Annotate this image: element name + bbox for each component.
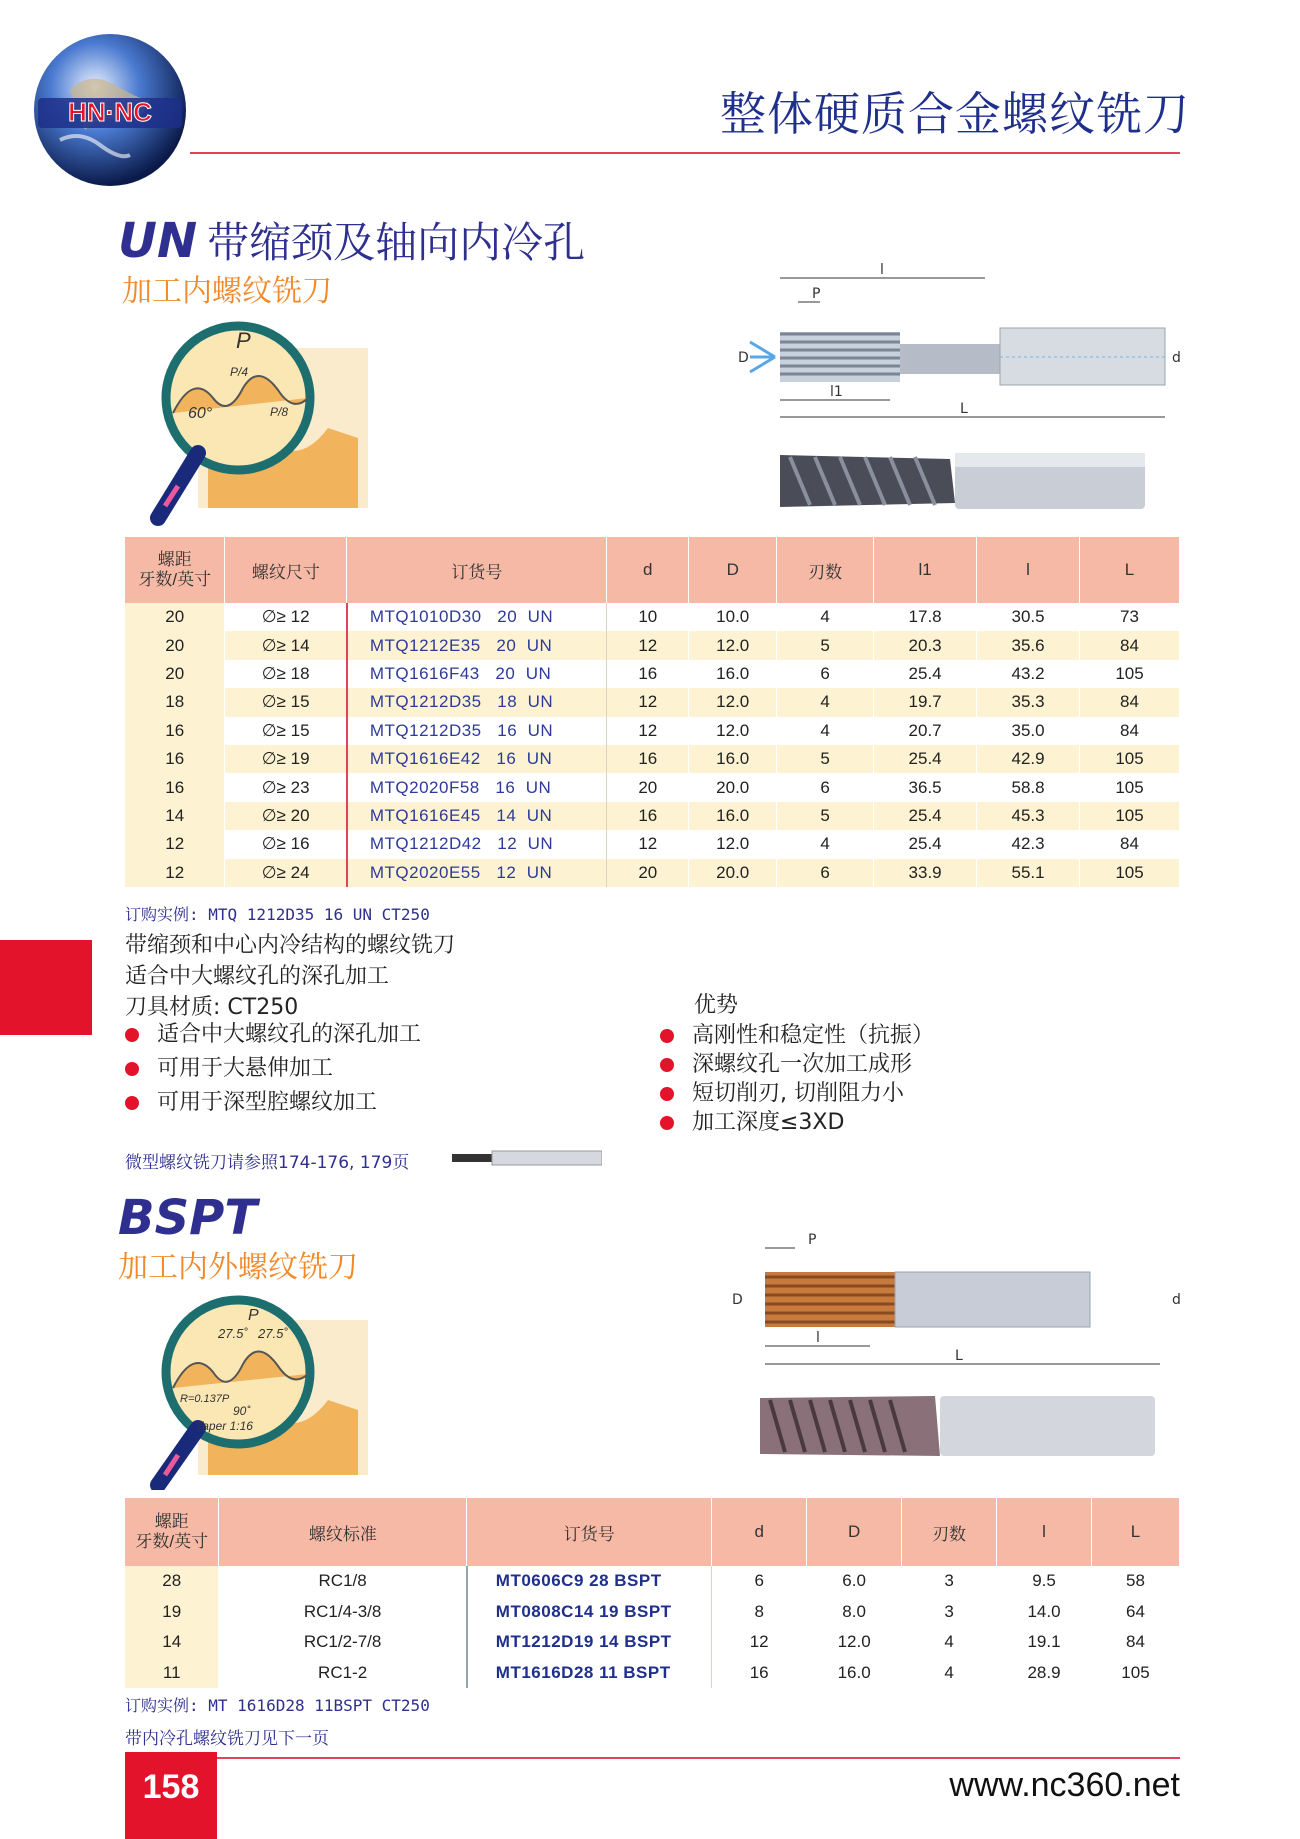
table-cell: 12 [125, 859, 225, 887]
table-cell: 9.5 [997, 1566, 1092, 1597]
table-cell: 28.9 [997, 1658, 1092, 1689]
table-cell: 36.5 [874, 773, 977, 801]
table-cell: MTQ1616F43 20 UN [347, 660, 607, 688]
bullet-icon [660, 1058, 674, 1072]
table-cell: MTQ1212D35 18 UN [347, 688, 607, 716]
table-cell: 12 [607, 631, 689, 659]
table-cell: 20 [125, 603, 225, 631]
table-cell: 14.0 [997, 1597, 1092, 1628]
un-th-pitch [125, 537, 225, 603]
table-cell: RC1/8 [219, 1566, 467, 1597]
table-cell: ∅≥ 12 [225, 603, 347, 631]
bspt-th-L: L [1091, 1498, 1179, 1566]
table-cell: 12.0 [689, 688, 777, 716]
un-th-d: d [607, 537, 689, 603]
table-cell: ∅≥ 20 [225, 802, 347, 830]
table-cell: 19 [125, 1597, 219, 1628]
bspt-order-example: 订购实例: MT 1616D28 11BSPT CT250 [125, 1696, 430, 1715]
table-cell: 4 [902, 1658, 997, 1689]
table-row [125, 1566, 1180, 1597]
table-cell: ∅≥ 14 [225, 631, 347, 659]
table-cell: 20 [125, 631, 225, 659]
table-cell: 55.1 [977, 859, 1080, 887]
table-cell: 16 [607, 745, 689, 773]
table-cell: 19.7 [874, 688, 977, 716]
bullet-icon [660, 1029, 674, 1043]
un-section-title [118, 210, 585, 270]
bullet-icon [660, 1116, 674, 1130]
table-row [125, 688, 1180, 716]
section-side-tab [0, 940, 92, 1035]
un-dim-l: l [880, 262, 884, 278]
un-dim-D: D [738, 350, 749, 366]
table-cell: 105 [1091, 1658, 1179, 1689]
table-cell: 16 [607, 802, 689, 830]
bspt-table-body [125, 1566, 1180, 1688]
table-cell: 25.4 [874, 660, 977, 688]
table-cell: 73 [1080, 603, 1180, 631]
un-feature-list [125, 1018, 421, 1120]
un-th-size: 螺纹尺寸 [225, 537, 347, 603]
table-cell: ∅≥ 19 [225, 745, 347, 773]
table-cell: 4 [777, 688, 874, 716]
table-cell: 35.3 [977, 688, 1080, 716]
feature-text: 适合中大螺纹孔的深孔加工 [157, 1022, 422, 1047]
table-cell: 84 [1080, 717, 1180, 745]
table-cell: 58 [1091, 1566, 1179, 1597]
table-cell: MTQ2020E55 12 UN [347, 859, 607, 887]
table-cell: 64 [1091, 1597, 1179, 1628]
table-cell: MT1212D19 14 BSPT [467, 1627, 712, 1658]
table-cell: 19.1 [997, 1627, 1092, 1658]
table-cell: 84 [1080, 631, 1180, 659]
company-logo [30, 30, 190, 190]
table-cell: 6 [777, 660, 874, 688]
list-item [660, 1079, 934, 1108]
un-th-flutes: 刃数 [777, 537, 874, 603]
table-cell: 25.4 [874, 830, 977, 858]
table-cell: 84 [1080, 830, 1180, 858]
table-cell: 4 [777, 717, 874, 745]
table-cell: 16.0 [689, 802, 777, 830]
table-cell: 16 [607, 660, 689, 688]
un-product-table [125, 537, 1180, 887]
table-cell: RC1/4-3/8 [219, 1597, 467, 1628]
table-cell: 20.3 [874, 631, 977, 659]
table-cell: 18 [125, 688, 225, 716]
table-cell: 12.0 [689, 830, 777, 858]
bspt-label-r: R=0.137P [180, 1393, 230, 1405]
un-thread-profile-illustration [118, 318, 378, 528]
un-desc-line: 刀具材质: CT250 [125, 995, 299, 1020]
un-dim-p: P [812, 286, 821, 302]
micro-tool-icon [452, 1148, 602, 1168]
table-cell: 3 [902, 1566, 997, 1597]
advantage-text: 深螺纹孔一次加工成形 [692, 1052, 913, 1077]
bspt-dim-p: P [808, 1232, 817, 1248]
table-cell: 6 [777, 773, 874, 801]
table-row [125, 603, 1180, 631]
table-cell: 20 [607, 859, 689, 887]
table-cell: 5 [777, 631, 874, 659]
bspt-dim-d: d [1172, 1292, 1181, 1308]
table-cell: 12 [607, 830, 689, 858]
table-cell: 105 [1080, 660, 1180, 688]
table-row [125, 773, 1180, 801]
table-cell: 5 [777, 745, 874, 773]
table-row [125, 1597, 1180, 1628]
table-cell: 12 [607, 688, 689, 716]
table-cell: 16 [125, 717, 225, 745]
page-number: 158 [142, 1768, 200, 1806]
table-cell: 6 [712, 1566, 807, 1597]
bspt-product-table [125, 1498, 1180, 1688]
un-th-l: l [977, 537, 1080, 603]
table-cell: 8.0 [807, 1597, 902, 1628]
header-divider [190, 152, 1180, 154]
un-tool-photo [780, 445, 1150, 517]
list-item [660, 1108, 934, 1137]
micro-tool-reference: 微型螺纹铣刀请参照174-176, 179页 [125, 1153, 410, 1173]
feature-text: 可用于大悬伸加工 [157, 1056, 334, 1081]
bspt-label-p: P [248, 1307, 259, 1324]
un-dim-d: d [1172, 350, 1181, 366]
table-row [125, 631, 1180, 659]
advantage-text: 短切削刃, 切削阻力小 [692, 1081, 904, 1106]
un-table-body [125, 603, 1180, 887]
un-label-angle: 60° [188, 405, 213, 422]
bspt-note: 带内冷孔螺纹铣刀见下一页 [125, 1729, 329, 1749]
table-cell: RC1-2 [219, 1658, 467, 1689]
table-cell: 16 [125, 745, 225, 773]
un-dim-L: L [960, 401, 968, 417]
logo-text: HN·NC [68, 97, 152, 127]
table-cell: 25.4 [874, 802, 977, 830]
page-title: 整体硬质合金螺纹铣刀 [720, 87, 1190, 141]
bspt-label-angle: 90˚ [233, 1404, 251, 1418]
un-order-example: 订购实例: MTQ 1212D35 16 UN CT250 [125, 905, 430, 924]
table-cell: 42.9 [977, 745, 1080, 773]
table-cell: 16.0 [807, 1658, 902, 1689]
table-cell: MTQ1212E35 20 UN [347, 631, 607, 659]
table-cell: 12 [712, 1627, 807, 1658]
table-cell: 43.2 [977, 660, 1080, 688]
table-cell: 5 [777, 802, 874, 830]
list-item [125, 1086, 421, 1120]
table-cell: 105 [1080, 745, 1180, 773]
table-cell: 16 [712, 1658, 807, 1689]
advantages-title: 优势 [694, 993, 739, 1018]
bspt-th-standard: 螺纹标准 [219, 1498, 467, 1566]
bullet-icon [125, 1096, 139, 1110]
website-url: www.nc360.net [949, 1766, 1180, 1804]
footer-divider [130, 1757, 1180, 1759]
table-cell: 6.0 [807, 1566, 902, 1597]
un-th-L: L [1080, 537, 1180, 603]
table-cell: RC1/2-7/8 [219, 1627, 467, 1658]
un-label-p: P [236, 328, 251, 353]
bspt-th-order: 订货号 [467, 1498, 712, 1566]
table-cell: 35.0 [977, 717, 1080, 745]
table-cell: 16.0 [689, 660, 777, 688]
table-cell: 10.0 [689, 603, 777, 631]
table-cell: 6 [777, 859, 874, 887]
bspt-label-a1: 27.5˚ [218, 1326, 248, 1341]
table-cell: 28 [125, 1566, 219, 1597]
table-cell: 11 [125, 1658, 219, 1689]
bspt-dim-L: L [955, 1348, 963, 1364]
table-cell: 105 [1080, 773, 1180, 801]
table-cell: 35.6 [977, 631, 1080, 659]
table-cell: 20.0 [689, 773, 777, 801]
table-cell: MTQ1616E42 16 UN [347, 745, 607, 773]
bspt-th-D: D [807, 1498, 902, 1566]
table-row [125, 717, 1180, 745]
table-cell: 3 [902, 1597, 997, 1628]
list-item [125, 1052, 421, 1086]
bspt-section-subtitle: 加工内外螺纹铣刀 [118, 1250, 358, 1285]
table-cell: 20 [125, 660, 225, 688]
table-cell: 4 [777, 603, 874, 631]
table-cell: 16 [125, 773, 225, 801]
advantage-text: 高刚性和稳定性（抗振） [692, 1023, 935, 1048]
table-cell: 30.5 [977, 603, 1080, 631]
table-cell: MT0606C9 28 BSPT [467, 1566, 712, 1597]
un-title-rest: 带缩颈及轴向内冷孔 [207, 218, 586, 267]
table-cell: MTQ1616E45 14 UN [347, 802, 607, 830]
bspt-dim-D: D [732, 1292, 743, 1308]
un-label-p4: P/4 [230, 365, 249, 379]
list-item [660, 1021, 934, 1050]
un-desc-line: 带缩颈和中心内冷结构的螺纹铣刀 [125, 933, 456, 958]
bspt-th-pitch-l1: 螺距 [154, 1512, 189, 1531]
table-cell: 105 [1080, 859, 1180, 887]
table-cell: 10 [607, 603, 689, 631]
un-th-D: D [689, 537, 777, 603]
table-cell: MT1616D28 11 BSPT [467, 1658, 712, 1689]
table-row [125, 1658, 1180, 1689]
table-cell: 12.0 [807, 1627, 902, 1658]
un-th-l1: l1 [874, 537, 977, 603]
un-section-subtitle: 加工内螺纹铣刀 [122, 274, 332, 309]
table-cell: 12 [125, 830, 225, 858]
table-cell: 84 [1091, 1627, 1179, 1658]
list-item [660, 1050, 934, 1079]
table-cell: ∅≥ 23 [225, 773, 347, 801]
table-cell: 17.8 [874, 603, 977, 631]
table-cell: ∅≥ 18 [225, 660, 347, 688]
un-tool-dimension-drawing [720, 262, 1190, 422]
table-cell: 33.9 [874, 859, 977, 887]
table-cell: ∅≥ 15 [225, 717, 347, 745]
table-cell: 42.3 [977, 830, 1080, 858]
table-cell: 4 [902, 1627, 997, 1658]
bullet-icon [660, 1087, 674, 1101]
table-cell: 12.0 [689, 717, 777, 745]
table-row [125, 859, 1180, 887]
bspt-tool-dimension-drawing [720, 1222, 1190, 1372]
un-advantages [660, 990, 934, 1137]
table-cell: 12.0 [689, 631, 777, 659]
table-row [125, 802, 1180, 830]
table-cell: 14 [125, 1627, 219, 1658]
bspt-label-a2: 27.5˚ [258, 1326, 288, 1341]
un-desc-line: 适合中大螺纹孔的深孔加工 [125, 964, 390, 989]
bullet-icon [125, 1062, 139, 1076]
un-description [125, 930, 455, 1023]
bspt-section-title [118, 1190, 267, 1246]
bspt-th-flutes: 刃数 [902, 1498, 997, 1566]
table-cell: 84 [1080, 688, 1180, 716]
table-cell: MTQ1212D42 12 UN [347, 830, 607, 858]
bspt-th-d: d [712, 1498, 807, 1566]
table-cell: MTQ1010D30 20 UN [347, 603, 607, 631]
un-dim-l1: l1 [830, 384, 843, 400]
table-cell: 58.8 [977, 773, 1080, 801]
bullet-icon [125, 1028, 139, 1042]
table-row [125, 745, 1180, 773]
advantage-text: 加工深度≤3XD [692, 1110, 845, 1135]
table-row [125, 1627, 1180, 1658]
un-th-order: 订货号 [347, 537, 607, 603]
bspt-th-l: l [997, 1498, 1092, 1566]
bspt-dim-l: l [816, 1330, 820, 1346]
un-th-pitch-l1: 螺距 [157, 550, 192, 569]
table-cell: ∅≥ 16 [225, 830, 347, 858]
bspt-thread-profile-illustration [118, 1280, 378, 1490]
table-cell: MT0808C14 19 BSPT [467, 1597, 712, 1628]
bspt-label-taper: Taper 1:16 [196, 1419, 253, 1433]
bspt-th-pitch-l2: 牙数/英寸 [135, 1532, 209, 1551]
table-cell: MTQ1212D35 16 UN [347, 717, 607, 745]
table-row [125, 660, 1180, 688]
table-row [125, 830, 1180, 858]
table-cell: 4 [777, 830, 874, 858]
table-cell: 8 [712, 1597, 807, 1628]
table-cell: 45.3 [977, 802, 1080, 830]
feature-text: 可用于深型腔螺纹加工 [157, 1090, 378, 1115]
table-cell: 20.0 [689, 859, 777, 887]
un-th-pitch-l2: 牙数/英寸 [138, 570, 212, 589]
un-label-p8: P/8 [270, 405, 289, 419]
table-cell: 16.0 [689, 745, 777, 773]
un-title-em: UN [118, 213, 198, 269]
table-cell: 20 [607, 773, 689, 801]
table-cell: ∅≥ 24 [225, 859, 347, 887]
table-cell: 20.7 [874, 717, 977, 745]
bspt-tool-photo [760, 1392, 1160, 1460]
table-cell: ∅≥ 15 [225, 688, 347, 716]
list-item [125, 1018, 421, 1052]
table-cell: MTQ2020F58 16 UN [347, 773, 607, 801]
table-cell: 105 [1080, 802, 1180, 830]
bspt-th-pitch [125, 1498, 219, 1566]
table-cell: 14 [125, 802, 225, 830]
bspt-title-em: BSPT [118, 1190, 258, 1246]
table-cell: 25.4 [874, 745, 977, 773]
table-cell: 12 [607, 717, 689, 745]
